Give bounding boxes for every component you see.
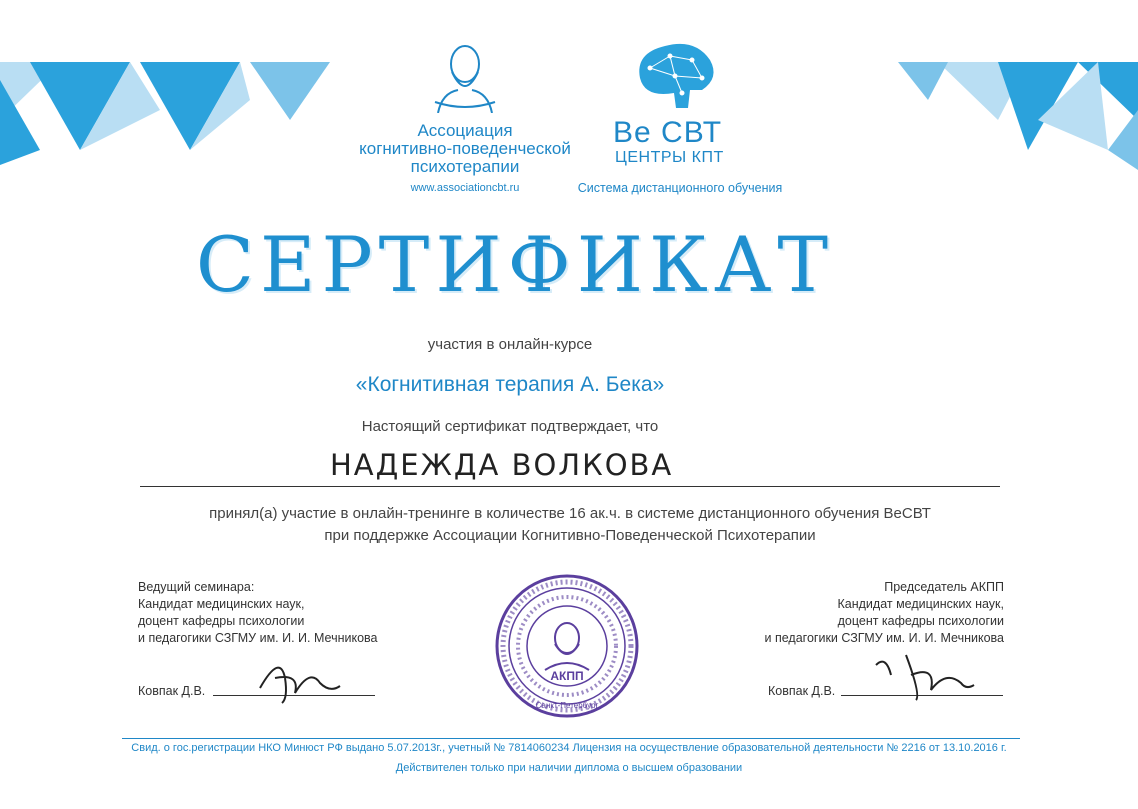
course-name: «Когнитивная терапия А. Бека» (355, 373, 665, 396)
becbt-brand (613, 116, 722, 150)
recipient-name: НАДЕЖДА ВОЛКОВА (330, 448, 674, 482)
right-position1: доцент кафедры психологии (837, 614, 1004, 628)
certificate-title: СЕРТИФИКАТ (195, 220, 835, 309)
brand-main: СВТ (661, 116, 723, 149)
left-signatory-name: Ковпак Д.В. (138, 684, 206, 698)
left-role: Ведущий семинара: (138, 580, 255, 594)
becbt-system-label: Система дистанционного обучения (577, 181, 783, 195)
footer-validity: Действителен только при наличии диплома о высшем образовании (395, 762, 743, 774)
brand-prefix: Bе (613, 116, 652, 149)
left-signature-scribble (240, 648, 350, 708)
becbt-subtitle: ЦЕНТРЫ КПТ (615, 149, 724, 166)
footer-registration: Свид. о гос.регистрации НКО Минюст РФ выдано 5.07.2013г., учетный № 7814060234 Лицензия на осуществление образовательной деятельности № 2216 от 13.10.2016 г. (131, 742, 1007, 754)
body-line-2: при поддержке Ассоциации Когнитивно-Поведенческой Психотерапии (324, 527, 816, 544)
brain-network-icon (630, 38, 720, 113)
left-position1: доцент кафедры психологии (138, 614, 305, 628)
association-logo (330, 38, 600, 198)
body-line-1: принял(а) участие в онлайн-тренинге в количестве 16 ак.ч. в системе дистанционного обучения ВеСВТ (209, 505, 931, 522)
footer-divider (122, 738, 1020, 739)
portrait-icon (430, 38, 500, 113)
right-role: Председатель АКПП (884, 580, 1004, 594)
association-name-line3: психотерапии (410, 157, 520, 176)
organization-stamp (493, 572, 641, 720)
left-position2: и педагогики СЗГМУ им. И. И. Мечникова (138, 631, 378, 645)
confirmation-line: Настоящий сертификат подтверждает, что (361, 418, 659, 435)
stamp-center-label: АКПП (550, 669, 584, 683)
right-signatory-name: Ковпак Д.В. (768, 684, 836, 698)
recipient-underline (140, 486, 1000, 487)
participation-line: участия в онлайн-курсе (427, 336, 593, 353)
left-degree: Кандидат медицинских наук, (138, 597, 305, 611)
right-signature-scribble (866, 645, 976, 705)
association-name-line2: когнитивно-поведенческой (359, 139, 571, 158)
left-signatory (138, 579, 408, 647)
right-signatory (740, 579, 1004, 647)
right-degree: Кандидат медицинских наук, (837, 597, 1004, 611)
becbt-logo (565, 38, 795, 198)
right-position2: и педагогики СЗГМУ им. И. И. Мечникова (764, 631, 1004, 645)
stamp-city: Санкт-Петербург (535, 701, 599, 710)
association-url[interactable]: www.associationcbt.ru (410, 182, 520, 194)
association-name-line1: Ассоциация (417, 121, 513, 140)
